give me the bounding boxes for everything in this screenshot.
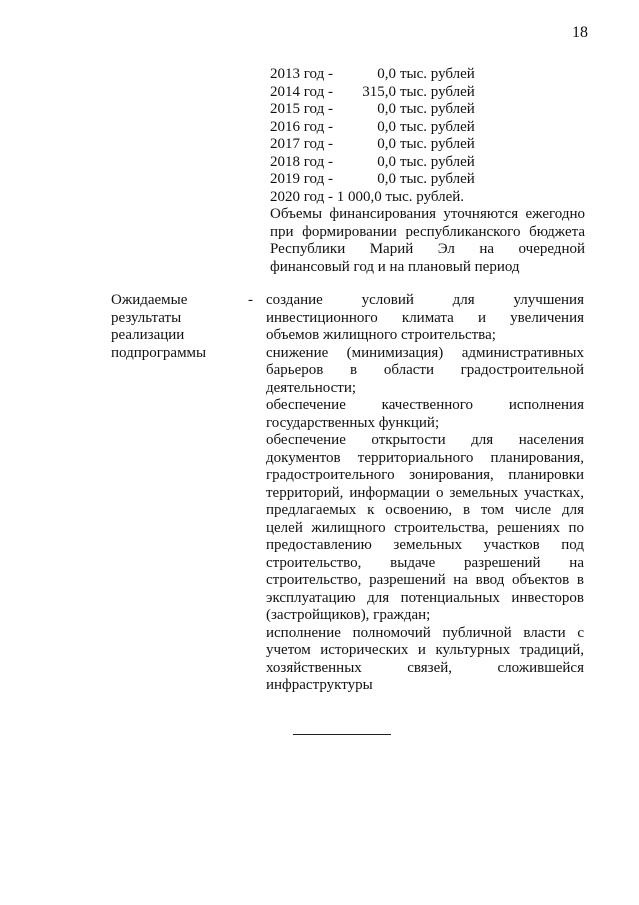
results-item-line: обеспечение открытости для населения — [266, 432, 584, 448]
results-list — [266, 292, 584, 695]
funding-unit: тыс. рублей — [400, 66, 475, 82]
results-item-line: исполнение полномочий публичной власти с — [266, 624, 584, 641]
funding-row — [270, 171, 585, 189]
results-item-line: создание условий для улучшения — [266, 292, 584, 308]
results-item — [266, 625, 584, 695]
funding-row — [270, 119, 585, 137]
funding-note-line: Республики Марий Эл на очередной — [270, 241, 585, 257]
funding-year: 2015 год - — [270, 101, 333, 117]
results-item-line: строительство, разрешений на ввод объектов в — [266, 572, 584, 588]
funding-amount: 0,0 — [377, 66, 396, 82]
results-item — [266, 397, 584, 432]
funding-amount: 0,0 — [377, 118, 396, 135]
results-item-line: объемов жилищного строительства; — [266, 327, 496, 343]
funding-row-total — [270, 189, 585, 207]
footer-rule — [293, 734, 391, 735]
results-item-line: целей жилищного строительства, решениях по — [266, 519, 584, 536]
funding-unit: тыс. рублей — [400, 101, 475, 117]
funding-unit: тыс. рублей — [400, 83, 475, 100]
results-item-line: учетом исторических и культурных традиций, — [266, 642, 584, 658]
results-item-line: государственных функций; — [266, 414, 440, 431]
results-label — [111, 292, 231, 362]
results-item-line: снижение (минимизация) административных — [266, 344, 584, 361]
results-label-line: реализации — [111, 327, 185, 343]
funding-amount: 0,0 — [377, 153, 396, 170]
results-item — [266, 292, 584, 345]
funding-year: 2017 год - — [270, 136, 333, 152]
funding-year: 2013 год - — [270, 66, 333, 82]
results-item-line: территорий, информации о земельных участках, — [266, 484, 584, 501]
results-item-line: документов территориального планирования, — [266, 449, 584, 466]
funding-year: 2014 год - — [270, 83, 333, 100]
results-label-line: результаты — [111, 309, 182, 326]
funding-year: 2016 год - — [270, 118, 333, 135]
results-item — [266, 345, 584, 398]
funding-row — [270, 136, 585, 154]
funding-note-line: при формировании республиканского бюджета — [270, 223, 585, 240]
results-item-line: строительство, выдаче разрешений на — [266, 554, 584, 571]
funding-amount: 0,0 — [377, 136, 396, 152]
funding-year: 2018 год - — [270, 153, 333, 170]
results-item-line: предлагаемых к освоению, в том числе для — [266, 502, 584, 518]
results-item-line: эксплуатацию для потенциальных инвесторов — [266, 589, 584, 606]
funding-row — [270, 66, 585, 84]
results-item-line: инвестиционного климата и увеличения — [266, 309, 584, 326]
funding-amount: 0,0 — [377, 171, 396, 187]
results-label-line: подпрограммы — [111, 344, 207, 361]
funding-schedule — [270, 66, 585, 276]
results-item-line: деятельности; — [266, 379, 357, 396]
funding-year: 2019 год - — [270, 171, 333, 187]
funding-last-row: 2020 год - 1 000,0 тыс. рублей. — [270, 188, 465, 205]
results-item-line: хозяйственных связей, сложившейся — [266, 659, 584, 676]
funding-amount: 315,0 — [362, 83, 396, 100]
results-item-line: предоставлению земельных участков под — [266, 537, 584, 553]
funding-row — [270, 84, 585, 102]
funding-unit: тыс. рублей — [400, 171, 475, 187]
funding-row — [270, 101, 585, 119]
funding-unit: тыс. рублей — [400, 136, 475, 152]
results-item — [266, 432, 584, 625]
funding-row — [270, 154, 585, 172]
results-item-line: (застройщиков), граждан; — [266, 607, 431, 623]
results-item-line: барьеров в области градостроительной — [266, 362, 584, 378]
funding-note-line: Объемы финансирования уточняются ежегодно — [270, 206, 585, 222]
funding-unit: тыс. рублей — [400, 153, 475, 170]
results-dash: - — [248, 292, 253, 308]
results-item-line: обеспечение качественного исполнения — [266, 397, 584, 413]
funding-unit: тыс. рублей — [400, 118, 475, 135]
page-number: 18 — [572, 24, 588, 41]
results-item-line: инфраструктуры — [266, 677, 373, 693]
results-item-line: градостроительного зонирования, планировки — [266, 467, 584, 483]
funding-amount: 0,0 — [377, 101, 396, 117]
funding-note — [270, 206, 585, 276]
results-label-line: Ожидаемые — [111, 292, 188, 308]
funding-note-line: финансовый год и на плановый период — [270, 258, 520, 275]
